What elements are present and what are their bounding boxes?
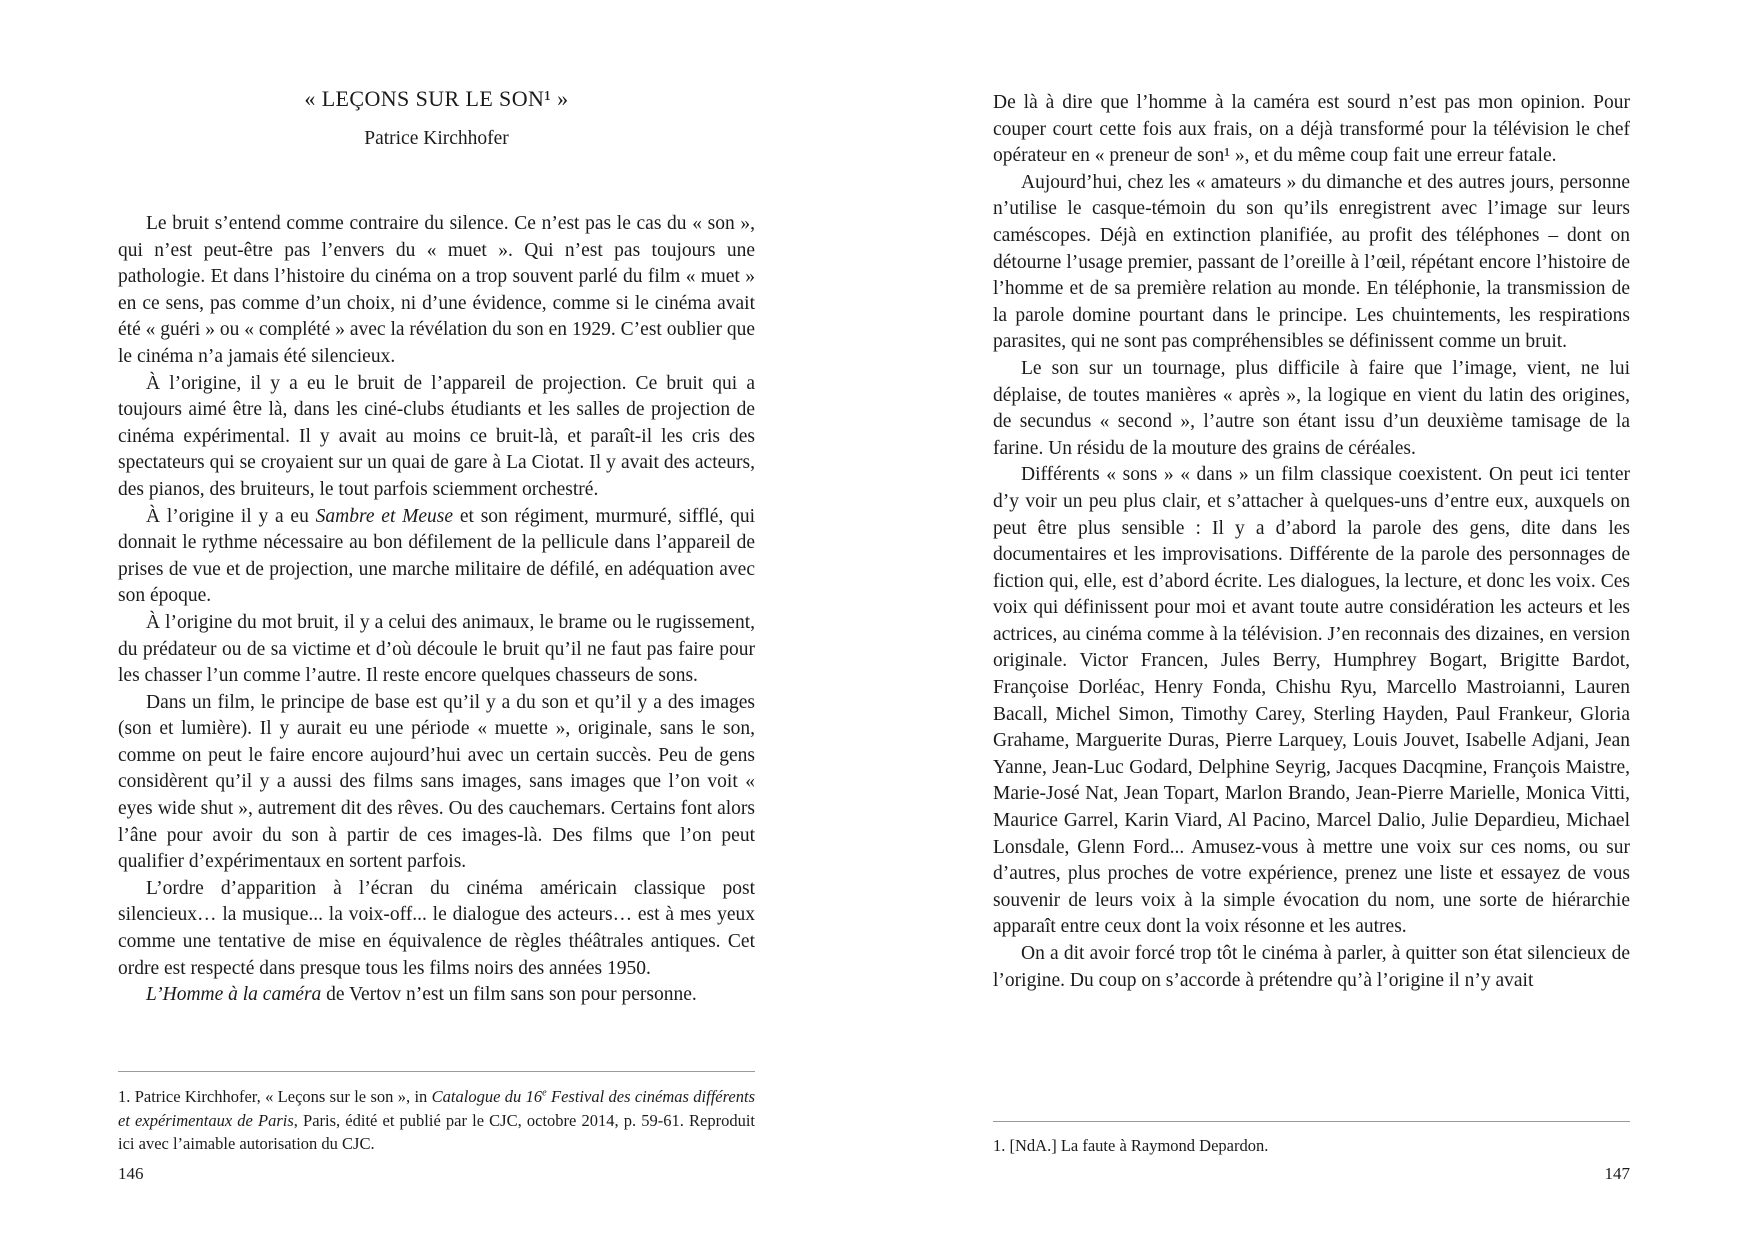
paragraph <box>993 356 1630 462</box>
paragraph <box>118 371 755 504</box>
footnote-right <box>993 1134 1630 1158</box>
text-segment: Le son sur un tournage, plus difficile à faire que l’image, vient, ne lui déplaise, de toutes manières « après », la logique en vient du latin des origines, de secundus « second », l’autre son étant issu d’un deuxième tamisage de la farine. Un résidu de la mouture des grains de céréales. <box>993 357 1630 459</box>
left-page-body <box>118 211 755 1009</box>
text-segment: Le bruit s’entend comme contraire du silence. Ce n’est pas le cas du « son », qui n’est peut-être pas l’envers du « muet ». Qui n’est pas toujours une pathologie. Et dans l’histoire du cinéma on a trop souvent parlé du film « muet » en ce sens, pas comme d’un choix, ni d’une évidence, comme si le cinéma avait été « guéri » ou « complété » avec la révélation du son en 1929. C’est oublier que le cinéma n’a jamais été silencieux. <box>118 213 755 367</box>
paragraph <box>993 462 1630 941</box>
paragraph <box>993 941 1630 994</box>
text-segment: Catalogue du 16 <box>431 1087 543 1106</box>
right-page-body <box>993 90 1630 994</box>
text-segment: 1. Patrice Kirchhofer, « Leçons sur le son », in <box>118 1087 432 1106</box>
text-segment: et son régiment, murmuré, sifflé, qui donnait le rythme nécessaire au bon défilement de la pellicule dans l’appareil de prises de vue et de projection, une marche militaire de défilé, en adéquation avec son époque. <box>118 505 756 607</box>
paragraph <box>118 610 755 690</box>
footnote-separator-left <box>118 1071 755 1072</box>
text-segment: Différents « sons » « dans » un film classique coexistent. On peut ici tenter d’y voir un peu plus clair, et s’attacher à quelques-uns d’entre eux, auxquels on peut être plus sensible : Il y a d’abord la parole des gens, dite dans les documentaires et les improvisations. Différente de la parole des personnages de fiction qui, elle, est d’abord écrite. Les dialogues, la lecture, et donc les voix. Ces voix qui définissent pour moi et avant toute autre considération les acteurs et les actrices, au cinéma comme à la télévision. J’en reconnais des dizaines, en version originale. Victor Francen, Jules Berry, Humphrey Bogart, Brigitte Bardot, Françoise Dorléac, Henry Fonda, Chishu Ryu, Marcello Mastroianni, Lauren Bacall, Michel Simon, Timothy Carey, Sterling Hayden, Paul Frankeur, Gloria Grahame, Marguerite Duras, Pierre Larquey, Louis Jouvet, Isabelle Adjani, Jean Yanne, Jean-Luc Godard, Delphine Seyrig, Jacques Dacqmine, François Maistre, Marie-José Nat, Jean Topart, Marlon Brando, Jean-Pierre Marielle, Monica Vitti, Maurice Garrel, Karin Viard, Al Pacino, Marcel Dalio, Julie Depardieu, Michael Lonsdale, Glenn Ford... Amusez-vous à mettre une voix sur ces noms, ou sur d’autres, plus proches de votre expérience, prenez une liste et essayez de vous souvenir de leurs voix à la simple évocation du nom, une sorte de hiérarchie apparaît entre ceux dont la voix résonne et les autres. <box>993 464 1630 938</box>
footnote-left <box>118 1085 755 1156</box>
text-segment: L’Homme à la caméra <box>146 984 322 1006</box>
text-segment: Dans un film, le principe de base est qu’il y a du son et qu’il y a des images (son et lumière). Il y aurait eu une période « muette », originale, sans le son, comme on peut le faire encore aujourd’hui avec un certain succès. Peu de gens considèrent qu’il y a aussi des films sans images, sans images que l’on voit « eyes wide shut », autrement dit des rêves. Ou des cauchemars. Certains font alors l’âne pour avoir du son à partir de ces images-là. Des films que l’on peut qualifier d’expérimentaux en sortent parfois. <box>118 691 755 873</box>
text-segment: Aujourd’hui, chez les « amateurs » du dimanche et des autres jours, personne n’utilise le casque-témoin du son qu’ils enregistrent avec l’image sur leurs caméscopes. Déjà en extinction planifiée, au profit des téléphones – dont on détourne l’usage premier, passant de l’oreille à l’œil, répétant encore l’histoire de l’homme et de sa première relation au monde. En téléphonie, la transmission de la parole domine pourtant dans le principe. Les chuintements, les respirations parasites, qui ne sont pas compréhensibles se définissent comme un bruit. <box>993 171 1630 353</box>
text-segment: À l’origine, il y a eu le bruit de l’appareil de projection. Ce bruit qui a toujours aimé être là, dans les ciné-clubs étudiants et les salles de projection de cinéma expérimental. Il y avait au moins ce bruit-là, et paraît-il les cris des spectateurs qui se croyaient sur un quai de gare à La Ciotat. Il y avait des acteurs, des pianos, des bruiteurs, le tout parfois sciemment orchestré. <box>118 372 755 500</box>
paragraph <box>118 211 755 371</box>
paragraph <box>118 504 755 610</box>
page-number-right: 147 <box>1604 1164 1630 1183</box>
text-segment: 1. [NdA.] La faute à Raymond Depardon. <box>993 1136 1269 1155</box>
page-number-left: 146 <box>118 1164 144 1183</box>
paragraph <box>993 90 1630 170</box>
text-segment: À l’origine du mot bruit, il y a celui des animaux, le brame ou le rugissement, du prédateur ou de sa victime et d’où découle le bruit qu’il ne faut pas faire pour les chasser l’un comme l’autre. Il reste encore quelques chasseurs de sons. <box>118 611 755 687</box>
text-segment: de Vertov n’est un film sans son pour personne. <box>321 984 697 1006</box>
paragraph <box>993 170 1630 356</box>
paragraph <box>118 982 755 1009</box>
article-author: Patrice Kirchhofer <box>364 128 509 149</box>
text-segment: L’ordre d’apparition à l’écran du cinéma américain classique post silencieux… la musique... la voix-off... le dialogue des acteurs… est à mes yeux comme une tentative de mise en équivalence de règles théâtrales antiques. Cet ordre est respecté dans presque tous les films noirs des années 1950. <box>118 877 755 979</box>
text-segment: On a dit avoir forcé trop tôt le cinéma à parler, à quitter son état silencieux de l’origine. Du coup on s’accorde à prétendre qu’à l’origine il n’y avait <box>993 943 1630 991</box>
text-segment: , Paris, édité et publié par le CJC, octobre 2014, p. 59-61. Reproduit ici avec l’aimable autorisation du CJC. <box>118 1110 756 1154</box>
text-segment: e <box>542 1087 547 1099</box>
text-segment: De là à dire que l’homme à la caméra est sourd n’est pas mon opinion. Pour couper court cette fois aux frais, on a déjà transformé pour la télévision le chef opérateur en « preneur de son¹ », et du même coup fait une erreur fatale. <box>993 92 1630 167</box>
text-segment: À l’origine il y a eu <box>146 505 316 527</box>
footnote-separator-right <box>993 1121 1630 1122</box>
paragraph <box>118 690 755 876</box>
text-segment: Festival des cinémas différents et expérimentaux de Paris <box>118 1087 755 1130</box>
article-title: « LEÇONS SUR LE SON¹ » <box>304 86 569 111</box>
text-segment: Sambre et Meuse <box>315 505 454 527</box>
paragraph <box>118 876 755 982</box>
